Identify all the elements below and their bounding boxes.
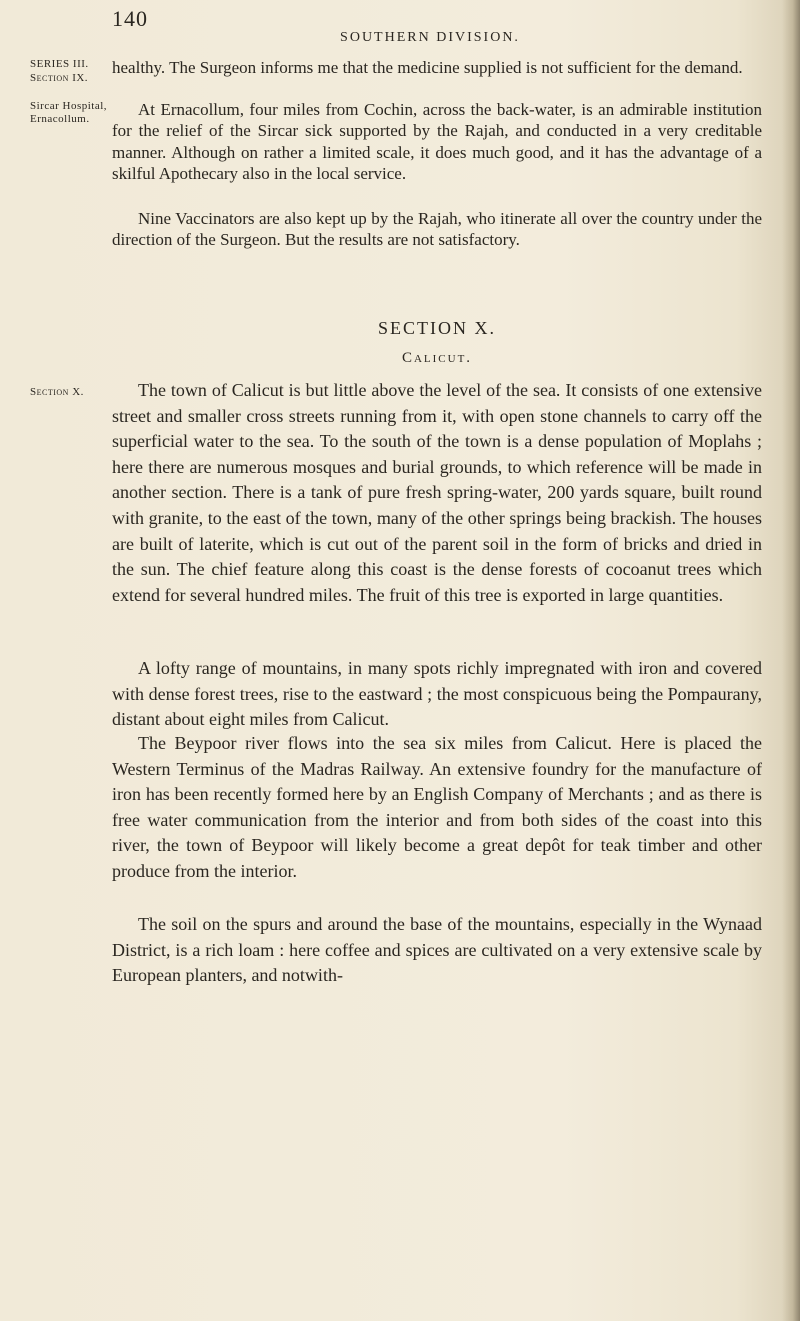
section-ix-paragraph-2: At Ernacollum, four miles from Cochin, across the back-water, is an admirable institution for the relief of the Sircar sick supported by the Rajah, and conducted in a very creditable manner. Although on rather a limited scale, it does much good, and it has the advantage of a skilful Apothecary also in the local service. (112, 100, 762, 184)
section-x-note: Section X. (30, 386, 84, 398)
section-x-paragraph-3: The Beypoor river flows into the sea six miles from Calicut. Here is placed the Western Terminus of the Madras Railway. An extensive foundry for the manufacture of iron has been recently formed here by an English Company of Merchants ; and as there is free water communication from the interior and from both sides of the coast into this river, the town of Beypoor will likely become a great depôt for teak timber and other produce from the interior. (112, 733, 762, 881)
running-head: SOUTHERN DIVISION. (340, 30, 520, 45)
section-heading: SECTION X. (378, 318, 496, 338)
section-x-paragraph-2: A lofty range of mountains, in many spots richly impregnated with iron and covered with dense forest trees, rise to the eastward ; the most conspicuous being the Pompaurany, distant about eight miles from Calicut. (112, 658, 762, 730)
section-ix-paragraph-3: Nine Vaccinators are also kept up by the Rajah, who itinerate all over the country under the direction of the Surgeon. But the results are not satisfactory. (112, 209, 762, 250)
section-subheading: Calicut. (401, 350, 473, 366)
series-note: SERIES III. (30, 58, 89, 70)
hospital-location-note: Ernacollum. (30, 113, 90, 125)
section-x-paragraph-4: The soil on the spurs and around the base of the mountains, especially in the Wynaad District, is a rich loam : here coffee and spices are cultivated on a very extensive scale by European planters, and notwith- (112, 914, 762, 986)
hospital-note: Sircar Hospital, (30, 100, 108, 112)
page-edge-shadow (782, 0, 800, 1321)
section-ix-note: Section IX. (30, 72, 89, 84)
section-ix-paragraph-1: healthy. The Surgeon informs me that the medicine supplied is not sufficient for the demand. (112, 58, 743, 77)
section-x-paragraph-1: The town of Calicut is but little above the level of the sea. It consists of one extensive street and smaller cross streets running from it, with open stone channels to carry off the superficial water to the sea. To the south of the town is a dense population of Moplahs ; here there are numerous mosques and burial grounds, to which reference will be made in another section. There is a tank of pure fresh spring-water, 200 yards square, built round with granite, to the east of the town, many of the other springs being brackish. The houses are built of laterite, which is cut out of the parent soil in the form of bricks and dried in the sun. The chief feature along this coast is the dense forests of cocoanut trees which extend for several hundred miles. The fruit of this tree is exported in large quantities. (112, 380, 762, 605)
page-number: 140 (112, 6, 148, 31)
